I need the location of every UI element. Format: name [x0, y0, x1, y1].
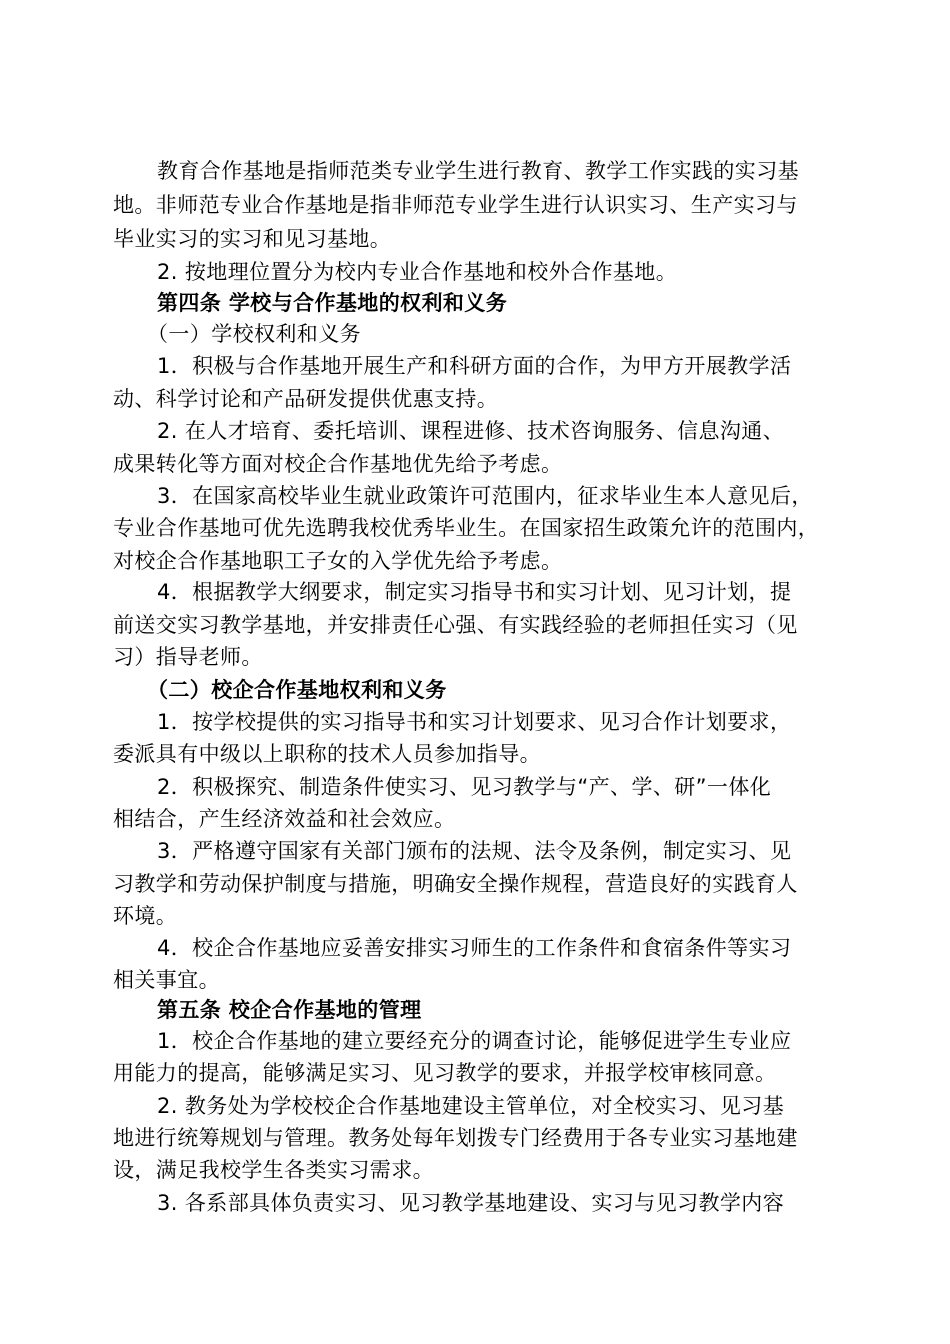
paragraph-line: 3．严格遵守国家有关部门颁布的法规、法令及条例，制定实习、见 — [157, 839, 792, 863]
paragraph-line: 相结合，产生经济效益和社会效应。 — [113, 807, 456, 831]
paragraph-line: 1．按学校提供的实习指导书和实习计划要求、见习合作计划要求， — [157, 710, 792, 734]
paragraph-line: 2. 在人才培育、委托培训、课程进修、技术咨询服务、信息沟通、 — [157, 419, 785, 443]
section-heading: 第五条 校企合作基地的管理 — [157, 998, 422, 1022]
paragraph-line: 3．在国家高校毕业生就业政策许可范围内，征求毕业生本人意见后， — [157, 484, 813, 508]
paragraph-line: 毕业实习的实习和见习基地。 — [113, 227, 392, 251]
paragraph-line: 专业合作基地可优先选聘我校优秀毕业生。在国家招生政策允许的范围内， — [113, 516, 820, 540]
paragraph-line: 环境。 — [113, 904, 178, 928]
paragraph-line: 委派具有中级以上职称的技术人员参加指导。 — [113, 742, 541, 766]
paragraph-line: 3. 各系部具体负责实习、见习教学基地建设、实习与见习教学内容 — [157, 1191, 785, 1215]
paragraph-line: 1．积极与合作基地开展生产和科研方面的合作，为甲方开展教学活 — [157, 354, 792, 378]
subsection-heading: （二）校企合作基地权利和义务 — [147, 678, 447, 702]
paragraph-line: 地进行统筹规划与管理。教务处每年划拨专门经费用于各专业实习基地建 — [113, 1126, 798, 1150]
paragraph-line: 对校企合作基地职工子女的入学优先给予考虑。 — [113, 549, 563, 573]
paragraph-line: 前送交实习教学基地，并安排责任心强、有实践经验的老师担任实习（见 — [113, 613, 798, 637]
paragraph-line: 1．校企合作基地的建立要经充分的调查讨论，能够促进学生专业应 — [157, 1029, 792, 1053]
paragraph-line: 习）指导老师。 — [113, 645, 263, 669]
section-heading: 第四条 学校与合作基地的权利和义务 — [157, 291, 508, 315]
paragraph-line: 地。非师范专业合作基地是指非师范专业学生进行认识实习、生产实习与 — [113, 193, 798, 217]
paragraph-line: 2. 按地理位置分为校内专业合作基地和校外合作基地。 — [157, 260, 678, 284]
paragraph-line: 教育合作基地是指师范类专业学生进行教育、教学工作实践的实习基 — [157, 159, 799, 183]
paragraph-line: 动、科学讨论和产品研发提供优惠支持。 — [113, 387, 499, 411]
paragraph-line: 4．校企合作基地应妥善安排实习师生的工作条件和食宿条件等实习 — [157, 936, 792, 960]
paragraph-line: 设，满足我校学生各类实习需求。 — [113, 1158, 434, 1182]
paragraph-line: 习教学和劳动保护制度与措施，明确安全操作规程，营造良好的实践育人 — [113, 872, 798, 896]
paragraph-line: 相关事宜。 — [113, 968, 220, 992]
subsection-heading: （一）学校权利和义务 — [147, 322, 361, 346]
paragraph-line: 2. 教务处为学校校企合作基地建设主管单位，对全校实习、见习基 — [157, 1094, 785, 1118]
paragraph-line: 2．积极探究、制造条件使实习、见习教学与“产、学、研”一体化 — [157, 775, 772, 799]
paragraph-line: 用能力的提高，能够满足实习、见习教学的要求，并报学校审核同意。 — [113, 1061, 777, 1085]
paragraph-line: 4．根据教学大纲要求，制定实习指导书和实习计划、见习计划，提 — [157, 580, 792, 604]
paragraph-line: 成果转化等方面对校企合作基地优先给予考虑。 — [113, 452, 563, 476]
